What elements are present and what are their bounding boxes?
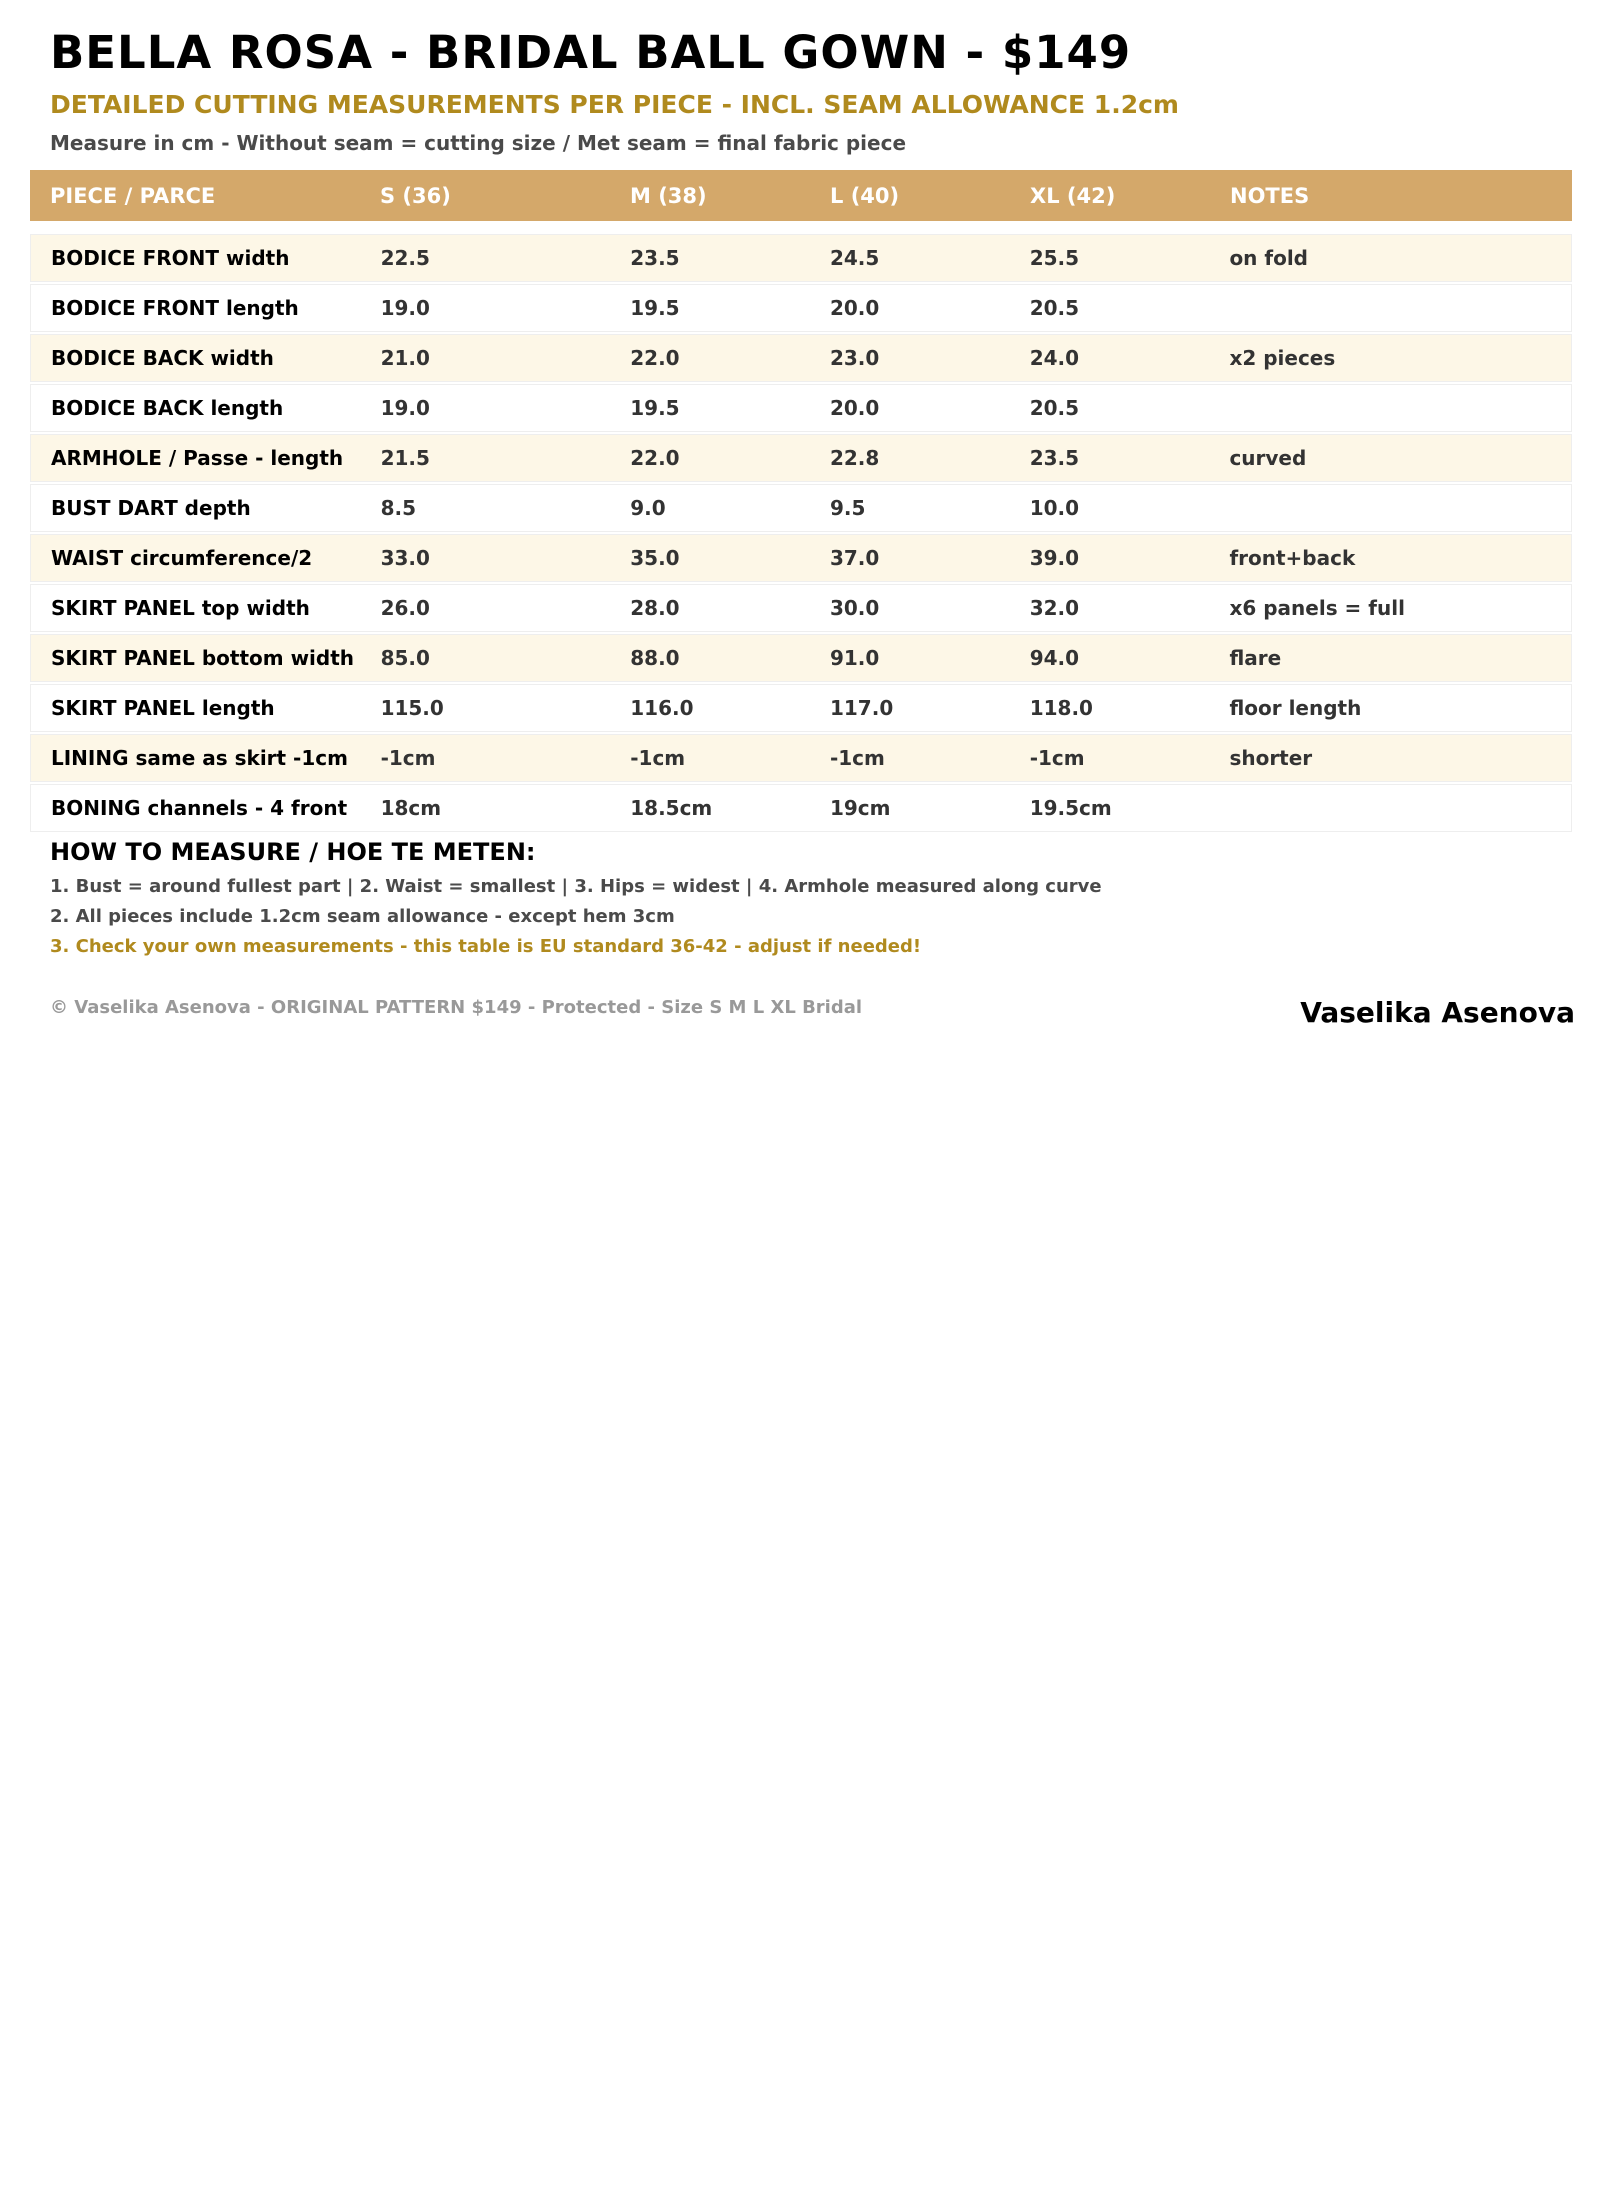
table-row [30,484,1572,532]
cell-notes: floor length [1229,696,1362,720]
cell-piece: SKIRT PANEL top width [51,596,310,620]
cell-l: -1cm [829,746,885,770]
cell-xl: 10.0 [1029,496,1080,520]
cell-m: 88.0 [630,646,680,670]
table-row [30,334,1572,382]
cell-m: 9.0 [630,496,666,520]
cell-m: 22.0 [630,446,680,470]
cell-m: -1cm [630,746,686,770]
copyright-notice: © Vaselika Asenova - ORIGINAL PATTERN $149 - Protected - Size S M L XL Bridal [50,997,863,1018]
cell-xl: 94.0 [1029,646,1080,670]
page-title: BELLA ROSA - BRIDAL BALL GOWN - $149 [50,26,1132,79]
cell-notes: front+back [1229,546,1356,570]
column-header-m: M (38) [630,183,707,208]
cell-xl: 23.5 [1029,446,1080,470]
cell-piece: BUST DART depth [51,496,251,520]
cell-notes: shorter [1229,746,1313,770]
cell-xl: 118.0 [1029,696,1093,720]
cell-l: 19cm [829,796,891,820]
cell-l: 22.8 [829,446,880,470]
cell-l: 20.0 [829,396,880,420]
cell-s: 26.0 [380,596,430,620]
cell-piece: SKIRT PANEL length [51,696,275,720]
cell-notes: x6 panels = full [1229,596,1405,620]
table-row [30,434,1572,482]
cell-l: 20.0 [829,296,880,320]
cell-m: 28.0 [630,596,680,620]
table-row [30,734,1572,782]
table-row [30,784,1572,832]
table-row [30,284,1572,332]
table-row [30,684,1572,732]
cell-m: 19.5 [630,296,680,320]
cell-s: -1cm [380,746,436,770]
table-row [30,534,1572,582]
cell-m: 116.0 [630,696,694,720]
how-to-measure-list [50,876,1102,966]
how-to-line-warning: 3. Check your own measurements - this table is EU standard 36-42 - adjust if needed! [50,936,922,957]
cell-notes: curved [1229,446,1307,470]
cell-piece: ARMHOLE / Passe - length [51,446,344,470]
designer-signature: Vaselika Asenova [1300,996,1575,1029]
cell-l: 30.0 [829,596,880,620]
cell-xl: 20.5 [1029,396,1080,420]
cell-l: 23.0 [829,346,880,370]
measurements-table [30,170,1572,834]
cell-piece: WAIST circumference/2 [51,546,313,570]
cell-xl: 19.5cm [1029,796,1112,820]
column-header-piece: PIECE / PARCE [50,183,216,208]
cell-m: 22.0 [630,346,680,370]
cell-s: 22.5 [380,246,430,270]
table-row [30,234,1572,282]
cell-xl: 25.5 [1029,246,1080,270]
cell-l: 117.0 [829,696,894,720]
cell-m: 35.0 [630,546,680,570]
cell-piece: LINING same as skirt -1cm [51,746,348,770]
cell-s: 18cm [380,796,442,820]
cell-m: 19.5 [630,396,680,420]
column-header-notes: NOTES [1230,183,1310,208]
cell-s: 19.0 [380,396,430,420]
cell-piece: SKIRT PANEL bottom width [51,646,355,670]
column-header-l: L (40) [830,183,900,208]
how-to-line: 2. All pieces include 1.2cm seam allowance - except hem 3cm [50,906,675,927]
cell-l: 9.5 [829,496,866,520]
cell-xl: 39.0 [1029,546,1080,570]
cell-s: 85.0 [380,646,430,670]
column-header-s: S (36) [380,183,451,208]
cell-l: 91.0 [829,646,880,670]
cell-piece: BODICE BACK length [51,396,284,420]
cell-notes: flare [1229,646,1282,670]
how-to-line: 1. Bust = around fullest part | 2. Waist = smallest | 3. Hips = widest | 4. Armhole measured along curve [50,876,1102,897]
cell-piece: BODICE FRONT width [51,246,290,270]
cell-notes: x2 pieces [1229,346,1336,370]
cell-l: 24.5 [829,246,880,270]
cell-s: 8.5 [380,496,416,520]
cell-xl: 20.5 [1029,296,1080,320]
measurement-note: Measure in cm - Without seam = cutting size / Met seam = final fabric piece [50,131,907,155]
cell-m: 18.5cm [630,796,713,820]
cell-piece: BODICE BACK width [51,346,274,370]
table-body [30,234,1572,832]
cell-s: 21.5 [380,446,430,470]
table-row [30,634,1572,682]
cell-notes: on fold [1229,246,1308,270]
cell-piece: BODICE FRONT length [51,296,299,320]
cell-s: 115.0 [380,696,444,720]
cell-xl: 32.0 [1029,596,1080,620]
cell-l: 37.0 [829,546,880,570]
cell-xl: -1cm [1029,746,1085,770]
table-row [30,584,1572,632]
column-header-xl: XL (42) [1030,183,1116,208]
cell-s: 33.0 [380,546,430,570]
cell-xl: 24.0 [1029,346,1080,370]
cell-m: 23.5 [630,246,680,270]
table-row [30,384,1572,432]
cell-piece: BONING channels - 4 front [51,796,348,820]
how-to-measure-heading: HOW TO MEASURE / HOE TE METEN: [50,838,536,866]
table-header-row [30,170,1572,221]
cell-s: 19.0 [380,296,430,320]
page-subtitle: DETAILED CUTTING MEASUREMENTS PER PIECE - INCL. SEAM ALLOWANCE 1.2cm [50,90,1179,119]
cell-s: 21.0 [380,346,430,370]
